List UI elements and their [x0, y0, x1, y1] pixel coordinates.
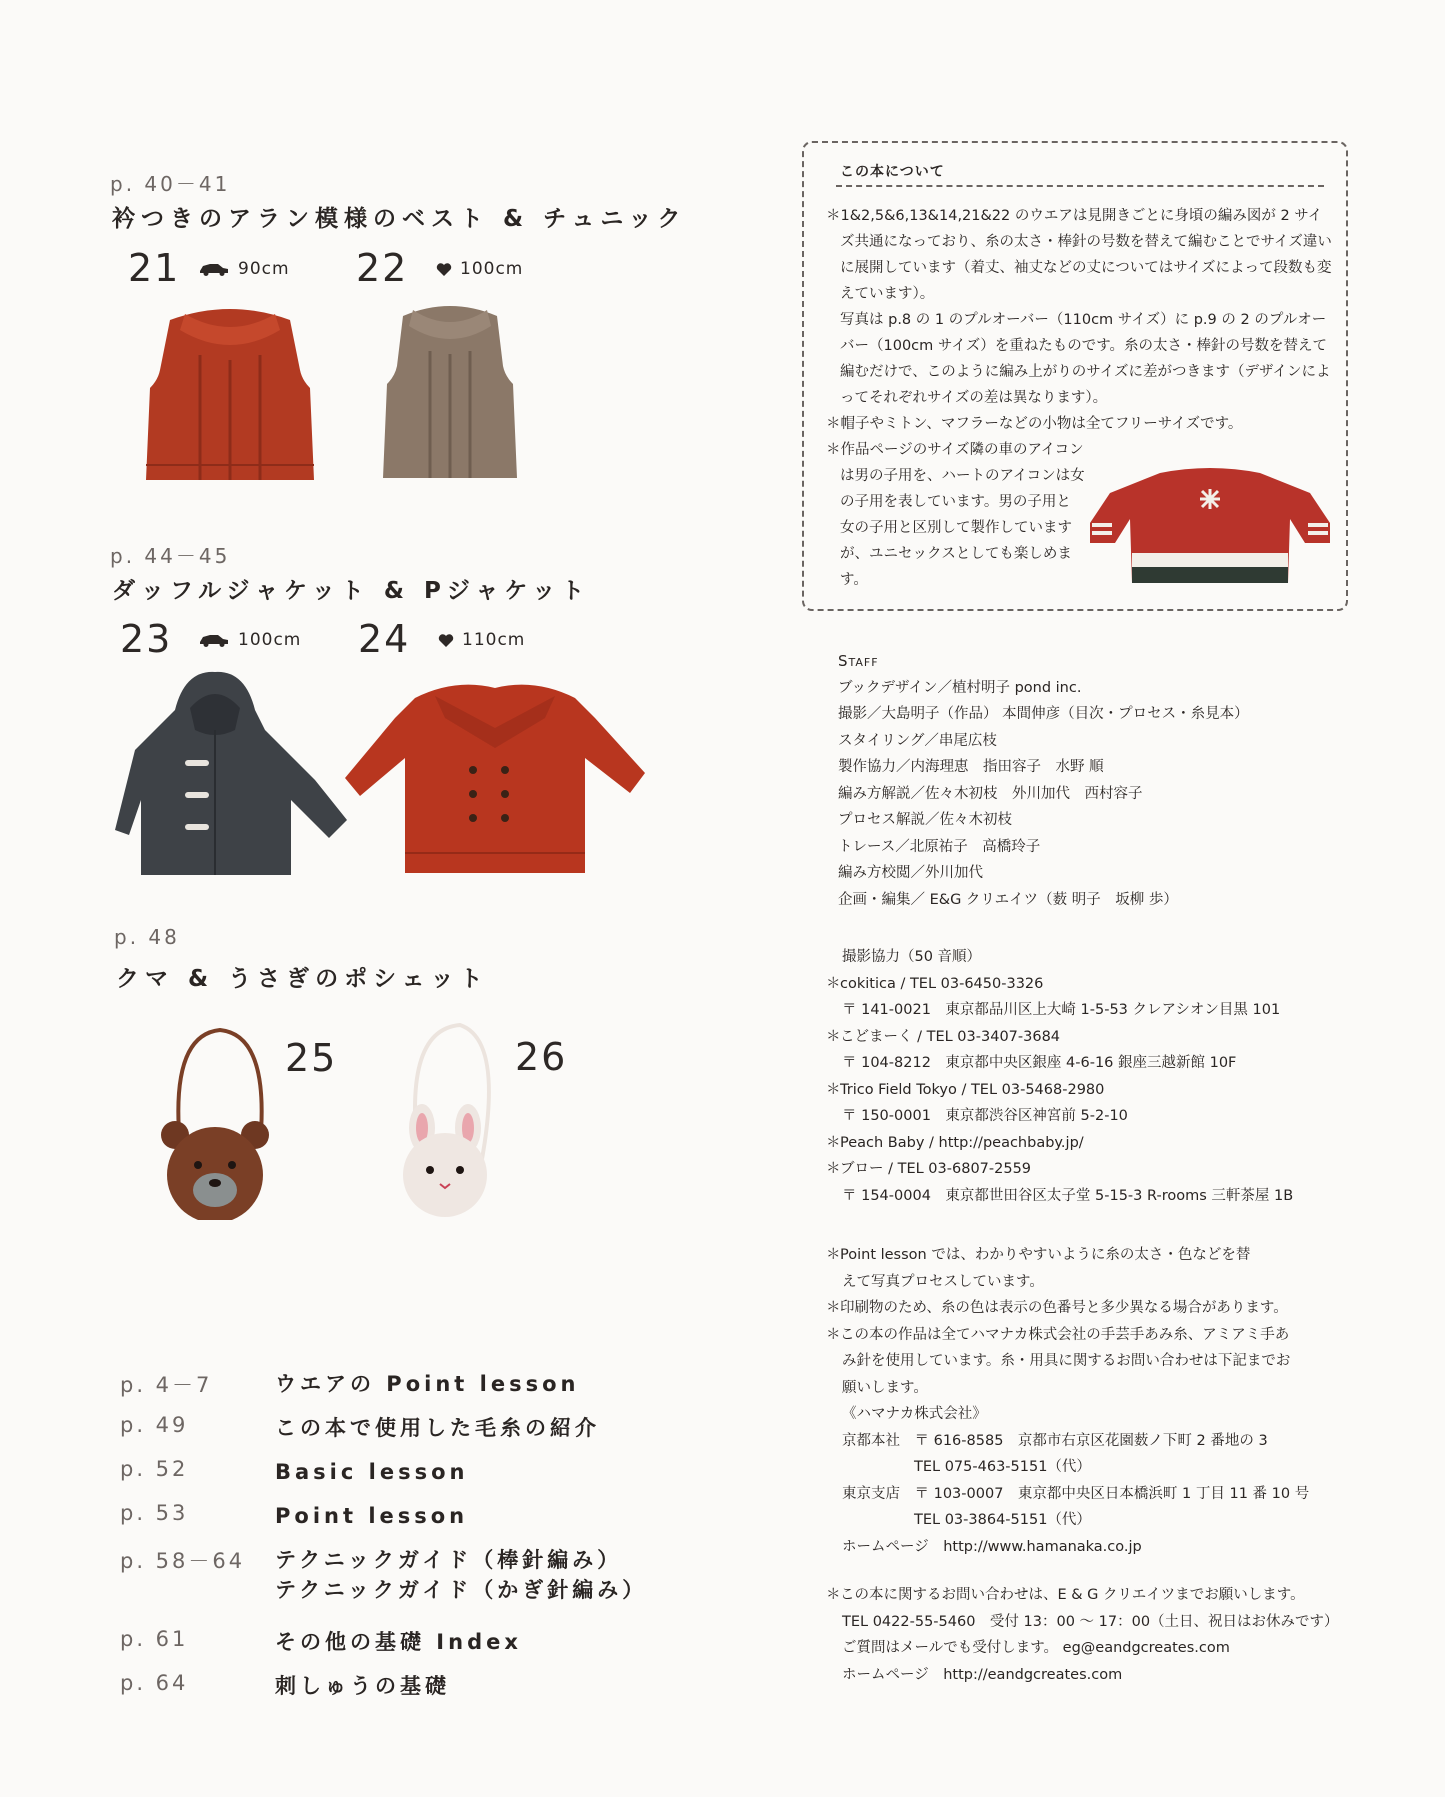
cooperation-heading: 撮影協力（50 音順） [842, 949, 982, 965]
about-note: 写真は p.8 の 1 のプルオーバー（110cm サイズ）に p.9 の 2 のプルオーバー（100cm サイズ）を重ねたものです。糸の太さ・棒針の号数を替えて編むだけで、このように編み上がりのサイズに差がつきます（デザインによってそれぞれサイズの差は異なります）。 [840, 312, 1331, 406]
note-text: えて写真プロセスしています。 [842, 1273, 1044, 1290]
item-size [198, 630, 301, 650]
staff-line: 企画・編集／ E&G クリエイツ（薮 明子 坂柳 歩） [838, 891, 1178, 908]
item-size [198, 259, 290, 279]
item-size-label: 100cm [238, 630, 302, 650]
note-text: この本の作品は全てハマナカ株式会社の手芸手あみ糸、アミアミ手あ [840, 1326, 1290, 1343]
bear-pochette-photo [150, 1025, 280, 1220]
bunny-pochette-photo [380, 1020, 510, 1220]
index-entry [120, 1671, 450, 1701]
about-note: ＊1&2,5&6,13&14,21&22 のウエアは見開きごとに身頃の編み図が 2 サイズ共通になっており、糸の太さ・棒針の号数を替えて編むことでサイズ違いに展開しています（着丈、袖丈などの丈についてはサイズによって段数も変えています）。 [826, 208, 1332, 302]
shop-name: Peach Baby / http://peachbaby.jp/ [840, 1134, 1084, 1151]
car-icon [198, 262, 230, 276]
office-tel: TEL 075-463-5151（代） [914, 1459, 1091, 1475]
index-page: p. 49 [120, 1413, 189, 1437]
index-title: テクニックガイド（棒針編み） [275, 1548, 623, 1572]
company-name: 《ハマナカ株式会社》 [842, 1406, 987, 1422]
item-size-label: 100cm [460, 259, 524, 279]
item-number: 23 [120, 617, 173, 661]
index-entry [120, 1369, 579, 1399]
index-page: p. 52 [120, 1457, 189, 1481]
index-title: Basic lesson [275, 1460, 469, 1484]
homepage-label: ホームページ [842, 1538, 929, 1555]
office-tel: TEL 03-3864-5151（代） [914, 1512, 1091, 1528]
section-title: 衿つきのアラン模様のベスト & チュニック [112, 206, 687, 232]
about-title: この本について [840, 164, 945, 180]
staff-line: 撮影／大島明子（作品） 本間伸彦（目次・プロセス・糸見本） [838, 706, 1249, 722]
index-title: 刺しゅうの基礎 [275, 1674, 450, 1698]
staff-line: スタイリング／串尾広枝 [838, 732, 997, 749]
photo-cooperation: 撮影協力（50 音順） ＊cokitica / TEL 03-6450-3326 〒 141-0021 東京都品川区上大崎 1-5-53 クレアシオン目黒 101 ＊こどまーく / TEL 03-3407-3684 〒 104-8212 東京都中央区銀座 4-6-16 銀座三越新館 10F ＊Trico Field Tokyo / TEL 03-5468-2980 〒 150-0001 東京都渋谷区神宮前 5-2-10 ＊Peach Baby / http://peachbaby.jp/ ＊ブロー / TEL 03-6807-2559 〒 154-0004 東京都世田谷区太子堂 5-15-3 R-rooms 三軒茶屋 1B [826, 944, 1293, 1209]
about-note: ＊帽子やミトン、マフラーなどの小物は全てフリーサイズです。 [826, 416, 1243, 432]
index-page: p. 64 [120, 1671, 189, 1695]
red-vest-photo [130, 300, 330, 490]
index-page: p. 4－7 [120, 1373, 213, 1397]
index-title: テクニックガイド（かぎ針編み） [275, 1578, 648, 1602]
note-text: Point lesson では、わかりやすいように糸の太さ・色などを替 [840, 1247, 1251, 1263]
index-title: ウエアの Point lesson [275, 1372, 580, 1396]
red-sweater-photo [1090, 463, 1330, 587]
staff-line: トレース／北原祐子 高橋玲子 [838, 838, 1041, 855]
note-text: み針を使用しています。糸・用具に関するお問い合わせは下記までお [842, 1353, 1291, 1369]
office-label: 京都本社 [842, 1432, 900, 1449]
staff-line: ブックデザイン／植村明子 pond inc. [838, 679, 1082, 696]
office-address: 〒 616-8585 京都市右京区花園薮ノ下町 2 番地の 3 [914, 1432, 1268, 1449]
shop-address: 〒 154-0004 東京都世田谷区太子堂 5-15-3 R-rooms 三軒茶屋 1B [842, 1187, 1294, 1204]
shop-address: 〒 150-0001 東京都渋谷区神宮前 5-2-10 [842, 1108, 1128, 1124]
homepage-label: ホームページ [842, 1666, 929, 1683]
item-number: 22 [356, 246, 409, 290]
homepage-url[interactable]: http://eandgcreates.com [943, 1666, 1123, 1683]
shop-name: Trico Field Tokyo / TEL 03-5468-2980 [840, 1081, 1105, 1098]
about-this-book-box [802, 141, 1348, 611]
section-page-ref: p. 40－41 [110, 172, 231, 196]
staff-line: 製作協力／内海理恵 指田容子 水野 順 [838, 759, 1104, 775]
staff-credits [838, 648, 1249, 913]
item-number: 24 [358, 617, 411, 661]
index-page: p. 53 [120, 1501, 189, 1525]
note-text: 印刷物のため、糸の色は表示の色番号と多少異なる場合があります。 [840, 1300, 1288, 1316]
red-pjacket-photo [345, 678, 645, 878]
section-title: クマ & うさぎのポシェット [116, 966, 489, 992]
index-entry [120, 1457, 468, 1487]
item-size-label: 90cm [238, 259, 290, 279]
office-label: 東京支店 [842, 1485, 900, 1502]
index-entry [120, 1627, 522, 1657]
about-note: ＊作品ページのサイズ隣の車のアイコンは男の子用を、ハートのアイコンは女の子用を表しています。男の子用と女の子用と区別して製作していますが、ユニセックスとしても楽しめます。 [826, 442, 1085, 588]
item-size [438, 630, 525, 650]
section-page-ref: p. 48 [114, 925, 180, 949]
index-entry [120, 1501, 468, 1531]
divider [836, 185, 1324, 187]
index-entry [120, 1545, 647, 1605]
shop-address: 〒 141-0021 東京都品川区上大崎 1-5-53 クレアシオン目黒 101 [842, 1002, 1281, 1018]
car-icon [198, 633, 230, 647]
heart-icon [436, 262, 452, 277]
index-title: この本で使用した毛糸の紹介 [275, 1416, 600, 1440]
staff-heading: Staff [838, 652, 879, 670]
brown-tunic-photo [365, 296, 535, 491]
item-size-label: 110cm [462, 630, 526, 650]
contact-info: ＊この本に関するお問い合わせは、E & G クリエイツまでお願いします。 TEL 0422-55-5460 受付 13：00 ～ 17：00（土日、祝日はお休みです） ご質問はメールでも受付します。 eg@eandgcreates.com ホームページ http://eandgcreates.com [826, 1587, 1339, 1683]
index-page: p. 61 [120, 1627, 189, 1651]
item-number: 25 [285, 1036, 338, 1080]
staff-line: 編み方校閲／外川加代 [838, 865, 983, 881]
contact-email: ご質問はメールでも受付します。 eg@eandgcreates.com [842, 1640, 1230, 1656]
item-number: 26 [515, 1035, 568, 1079]
item-size [436, 259, 523, 279]
index-title: Point lesson [275, 1504, 469, 1528]
note-text: 願いします。 [842, 1379, 928, 1396]
index-page: p. 58－64 [120, 1549, 246, 1573]
notes: ＊Point lesson では、わかりやすいように糸の太さ・色などを替 えて写真プロセスしています。 ＊印刷物のため、糸の色は表示の色番号と多少異なる場合があります。 ＊この本の作品は全てハマナカ株式会社の手芸手あみ糸、アミアミ手あ み針を使用しています。糸・用具に関するお問い合わせは下記までお 願いします。 《ハマナカ株式会社》 京都本社 〒 616-8585 京都市右京区花園薮ノ下町 2 番地の 3 TEL 075-463-5151（代） 東京支店 〒 103-0007 東京都中央区日本橋浜町 1 丁目 11 番 10 号 TEL 03-3864-5151（代） ホームページ http://www.hamanaka.co.jp [826, 1247, 1310, 1555]
note-text: この本に関するお問い合わせは、E & G クリエイツまでお願いします。 [840, 1587, 1305, 1603]
section-title: ダッフルジャケット & Pジャケット [112, 578, 591, 604]
index-title: その他の基礎 Index [275, 1630, 522, 1654]
section-page-ref: p. 44－45 [110, 544, 231, 568]
shop-address: 〒 104-8212 東京都中央区銀座 4-6-16 銀座三越新館 10F [842, 1055, 1237, 1071]
shop-name: こどまーく / TEL 03-3407-3684 [840, 1028, 1061, 1045]
heart-icon [438, 633, 454, 648]
shop-name: cokitica / TEL 03-6450-3326 [840, 975, 1044, 992]
homepage-url[interactable]: http://www.hamanaka.co.jp [943, 1538, 1142, 1555]
staff-line: 編み方解説／佐々木初枝 外川加代 西村容子 [838, 785, 1143, 802]
staff-line: プロセス解説／佐々木初枝 [838, 812, 1012, 828]
duffle-jacket-photo [115, 670, 355, 880]
office-address: 〒 103-0007 東京都中央区日本橋浜町 1 丁目 11 番 10 号 [914, 1485, 1310, 1502]
item-number: 21 [128, 246, 181, 290]
index-entry [120, 1413, 600, 1443]
shop-name: ブロー / TEL 03-6807-2559 [840, 1161, 1032, 1177]
contact-tel: TEL 0422-55-5460 受付 13：00 ～ 17：00（土日、祝日はお休みです） [842, 1613, 1339, 1630]
